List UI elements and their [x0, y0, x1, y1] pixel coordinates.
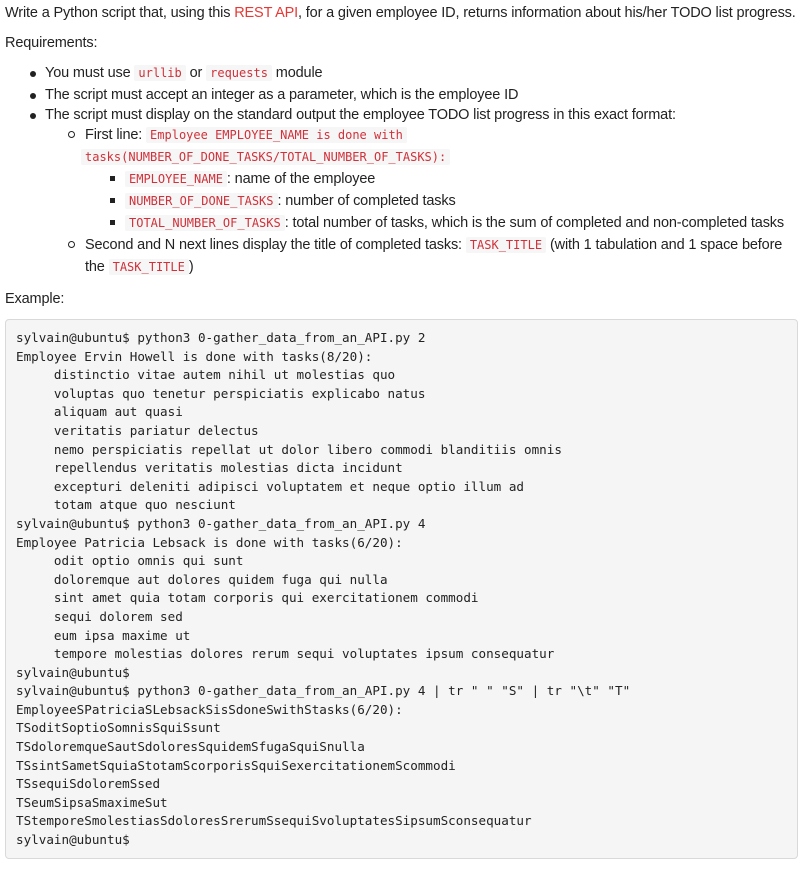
terminal-line: TSeumSipsaSmaximeSut	[16, 794, 168, 810]
bullet-circle	[68, 241, 75, 248]
requirements-heading: Requirements:	[5, 35, 98, 51]
requirement-module	[45, 62, 322, 84]
code-task-title: TASK_TITLE	[466, 237, 546, 253]
terminal-output	[6, 320, 797, 850]
terminal-line: distinctio vitae autem nihil ut molestias quo	[16, 367, 396, 383]
second-line-prefix: Second and N next lines display the title of completed tasks:	[85, 237, 466, 253]
terminal-line: Employee Patricia Lebsack is done with tasks(6/20):	[16, 534, 403, 550]
terminal-line: TStemporeSmolestiasSdoloresSrerumSsequiSvoluptatesSipsumSconsequatur	[16, 813, 532, 829]
terminal-line: sylvain@ubuntu$	[16, 664, 130, 680]
terminal-line: voluptas quo tenetur perspiciatis explicabo natus	[16, 385, 426, 401]
terminal-line: EmployeeSPatriciaSLebsackSisSdoneSwithStasks(6/20):	[16, 701, 403, 717]
terminal-line: tempore molestias dolores rerum sequi voluptates ipsum consequatur	[16, 646, 555, 662]
second-line-suffix-2: )	[188, 259, 194, 275]
second-line-item	[85, 234, 782, 256]
terminal-line: aliquam aut quasi	[16, 404, 183, 420]
requirement-module-suffix: module	[271, 65, 323, 81]
intro-text-after: , for a given employee ID, returns information about his/her TODO list progress.	[298, 5, 796, 21]
definition-total-tasks	[125, 212, 784, 234]
first-line-prefix: First line:	[85, 127, 147, 143]
terminal-line: TSsintSametSquiaStotamScorporisSquiSexercitationemScommodi	[16, 757, 456, 773]
code-employee-name: EMPLOYEE_NAME	[125, 171, 227, 187]
code-urllib: urllib	[134, 65, 185, 81]
rest-api-link[interactable]: REST API	[234, 5, 299, 21]
terminal-example-block	[5, 319, 798, 859]
definition-done-tasks	[125, 190, 456, 212]
terminal-line: totam atque quo nesciunt	[16, 497, 236, 513]
code-task-title-2: TASK_TITLE	[109, 259, 189, 275]
code-requests: requests	[206, 65, 272, 81]
terminal-line: sint amet quia totam corporis qui exercitationem commodi	[16, 590, 479, 606]
terminal-line: doloremque aut dolores quidem fuga qui nulla	[16, 571, 388, 587]
definition-text: : total number of tasks, which is the sum of completed and non-completed tasks	[284, 215, 784, 231]
intro-paragraph	[5, 2, 796, 24]
code-first-line-part2: tasks(NUMBER_OF_DONE_TASKS/TOTAL_NUMBER_OF_TASKS):	[81, 149, 450, 165]
bullet-disc	[30, 113, 36, 119]
terminal-line: sequi dolorem sed	[16, 608, 183, 624]
code-total-number-of-tasks: TOTAL_NUMBER_OF_TASKS	[125, 215, 285, 231]
bullet-disc	[30, 93, 36, 99]
terminal-line: eum ipsa maxime ut	[16, 627, 191, 643]
requirement-parameter: The script must accept an integer as a parameter, which is the employee ID	[45, 87, 519, 103]
requirement-module-prefix: You must use	[45, 65, 135, 81]
requirement-output: The script must display on the standard output the employee TODO list progress in this exact format:	[45, 107, 676, 123]
second-line-suffix: (with 1 tabulation and 1 space before	[546, 237, 783, 253]
terminal-line: TSsequiSdoloremSsed	[16, 776, 161, 792]
example-heading: Example:	[5, 291, 65, 307]
first-line-item	[85, 124, 407, 146]
terminal-line: TSoditSoptioSomnisSquiSsunt	[16, 720, 221, 736]
code-number-of-done-tasks: NUMBER_OF_DONE_TASKS	[125, 193, 278, 209]
bullet-disc	[30, 71, 36, 77]
bullet-circle	[68, 131, 75, 138]
terminal-line: TSdoloremqueSautSdoloresSquidemSfugaSquiSnulla	[16, 739, 365, 755]
terminal-line: sylvain@ubuntu$ python3 0-gather_data_from_an_API.py 2	[16, 330, 426, 345]
bullet-square	[110, 176, 115, 181]
bullet-square	[110, 220, 115, 225]
requirement-module-or: or	[185, 65, 207, 81]
terminal-line: sylvain@ubuntu$	[16, 832, 130, 848]
terminal-line: nemo perspiciatis repellat ut dolor libero commodi blanditiis omnis	[16, 441, 562, 457]
intro-text-before: Write a Python script that, using this	[5, 5, 235, 21]
second-line-prefix-2: the	[85, 259, 109, 275]
terminal-line: sylvain@ubuntu$ python3 0-gather_data_from_an_API.py 4 | tr " " "S" | tr "\t" "T"	[16, 683, 631, 699]
definition-employee-name	[125, 168, 375, 190]
first-line-continuation	[81, 146, 450, 168]
terminal-line: Employee Ervin Howell is done with tasks(8/20):	[16, 348, 373, 364]
terminal-line: excepturi deleniti adipisci voluptatem et neque optio illum ad	[16, 478, 524, 494]
definition-text: : name of the employee	[226, 171, 376, 187]
terminal-line: repellendus veritatis molestias dicta incidunt	[16, 460, 403, 476]
terminal-line: veritatis pariatur delectus	[16, 422, 259, 438]
terminal-line: sylvain@ubuntu$ python3 0-gather_data_from_an_API.py 4	[16, 515, 426, 531]
definition-text: : number of completed tasks	[277, 193, 456, 209]
second-line-continuation	[85, 256, 194, 278]
bullet-square	[110, 198, 115, 203]
code-first-line-part1: Employee EMPLOYEE_NAME is done with	[146, 127, 407, 143]
terminal-line: odit optio omnis qui sunt	[16, 553, 244, 569]
